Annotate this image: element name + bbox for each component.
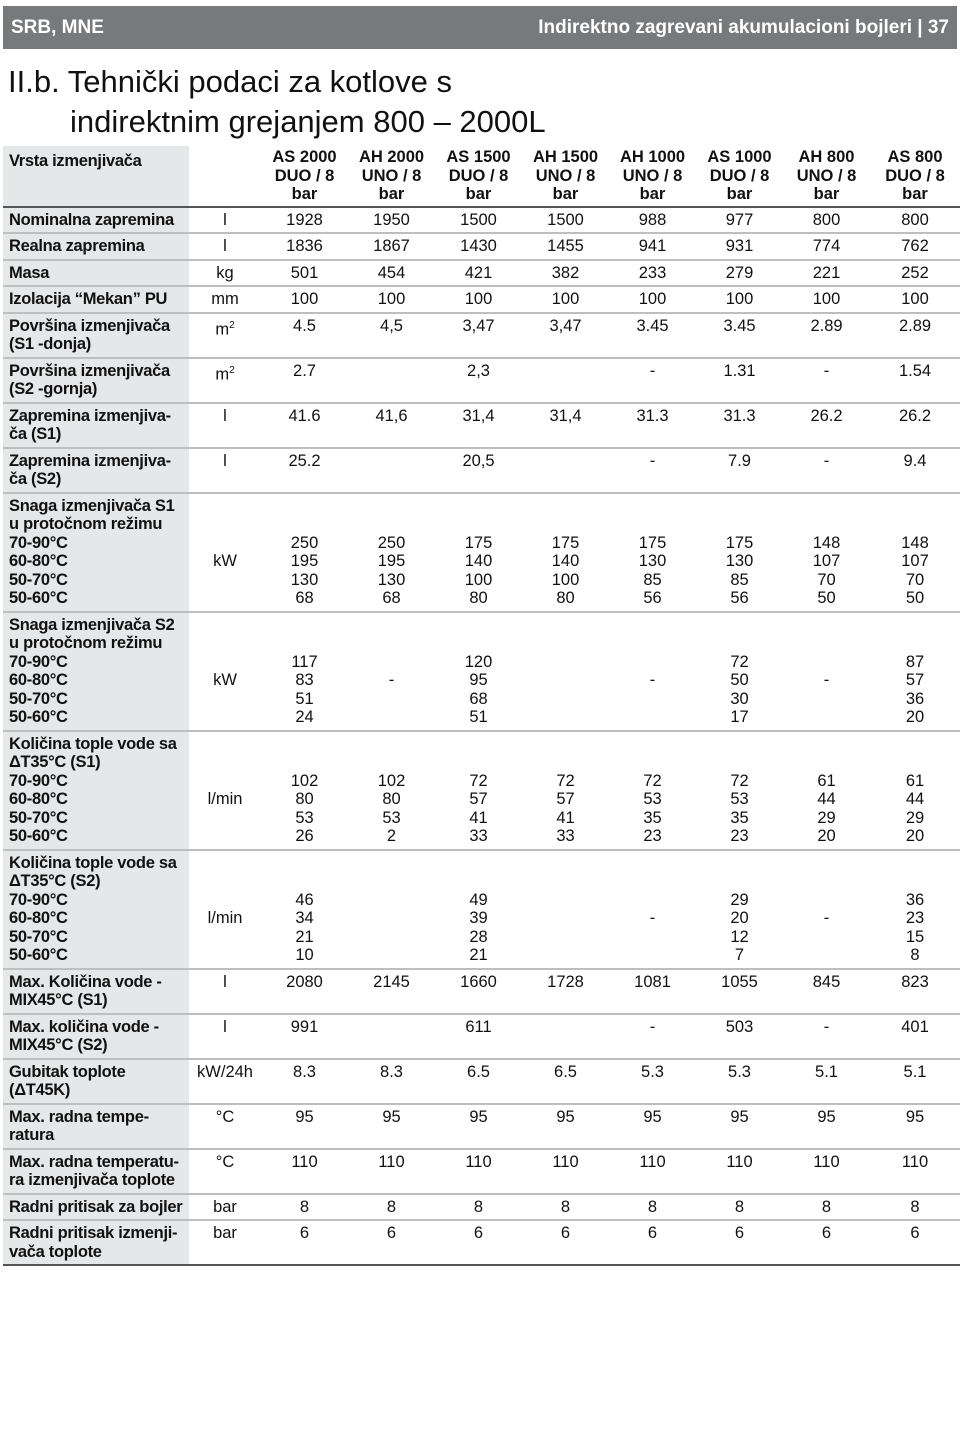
table-cell: - bbox=[823, 1017, 830, 1036]
table-cell: 110 bbox=[901, 1152, 929, 1171]
row-unit: l bbox=[223, 210, 227, 229]
table-cell: 41.6 bbox=[288, 406, 321, 425]
table-cell: 250 195 130 68 bbox=[290, 533, 319, 607]
table-cell: 20,5 bbox=[462, 451, 495, 470]
table-cell: 3,47 bbox=[549, 316, 582, 335]
table-cell: 8 bbox=[386, 1197, 397, 1216]
table-cell: - bbox=[649, 451, 656, 470]
table-cell: 454 bbox=[377, 263, 406, 282]
table-cell: - bbox=[823, 451, 830, 470]
table-cell: 31,4 bbox=[549, 406, 582, 425]
column-header: AH 1000 UNO / 8 bar bbox=[619, 148, 686, 203]
table-cell: 6.5 bbox=[554, 1062, 577, 1081]
table-cell: 6 bbox=[910, 1224, 920, 1242]
table-cell: 762 bbox=[901, 237, 929, 255]
row-unit: l/min bbox=[207, 909, 243, 927]
table-cell: 5.1 bbox=[903, 1062, 927, 1081]
row-label: Zapremina izmenjiva- ča (S1) bbox=[3, 403, 189, 448]
row-unit: l bbox=[223, 972, 227, 991]
unit-superscript: 2 bbox=[229, 319, 235, 331]
table-row bbox=[3, 260, 960, 287]
table-row bbox=[3, 1194, 960, 1221]
row-unit: °C bbox=[215, 1152, 235, 1171]
table-cell: 1660 bbox=[460, 972, 497, 991]
table-cell: 72 57 41 33 bbox=[469, 771, 488, 845]
row-unit: bar bbox=[213, 1224, 237, 1242]
table-cell: 175 130 85 56 bbox=[725, 533, 754, 607]
table-cell: 95 bbox=[469, 1107, 488, 1126]
table-cell: 611 bbox=[465, 1017, 492, 1036]
table-cell bbox=[522, 358, 609, 403]
table-cell: 8 bbox=[821, 1197, 832, 1216]
table-cell: 8.3 bbox=[293, 1062, 316, 1081]
table-cell: 100 bbox=[812, 290, 841, 308]
table-cell: 6 bbox=[473, 1224, 484, 1242]
table-cell bbox=[348, 448, 435, 493]
table-cell: 6 bbox=[647, 1224, 658, 1242]
unit-superscript: 2 bbox=[229, 364, 235, 376]
table-cell: 95 bbox=[730, 1107, 749, 1126]
table-cell: 175 140 100 80 bbox=[551, 533, 580, 607]
table-cell: 8.3 bbox=[380, 1062, 403, 1081]
table-cell: 102 80 53 2 bbox=[377, 771, 406, 845]
table-cell: - bbox=[823, 909, 830, 927]
row-label: Masa bbox=[3, 260, 189, 287]
row-unit: kg bbox=[216, 263, 234, 282]
table-cell: 95 bbox=[905, 1107, 925, 1126]
table-cell: 845 bbox=[812, 972, 841, 991]
row-label: Radni pritisak izmenji- vača toplote bbox=[3, 1220, 189, 1265]
table-cell: 2.89 bbox=[810, 316, 843, 335]
column-header: AS 1500 DUO / 8 bar bbox=[446, 148, 511, 203]
table-row bbox=[3, 1220, 960, 1265]
table-cell: 95 bbox=[643, 1107, 662, 1126]
table-cell: 1836 bbox=[286, 237, 323, 255]
table-cell bbox=[348, 1014, 435, 1059]
table-row bbox=[3, 1059, 960, 1104]
table-cell: 4,5 bbox=[380, 316, 403, 335]
table-cell: - bbox=[649, 361, 656, 380]
table-row bbox=[3, 1149, 960, 1194]
table-cell: 6 bbox=[386, 1224, 397, 1242]
table-cell: 977 bbox=[725, 210, 754, 229]
row-unit: l bbox=[223, 237, 227, 255]
table-cell: 46 34 21 10 bbox=[295, 890, 314, 964]
table-cell: 72 50 30 17 bbox=[730, 652, 749, 726]
table-cell bbox=[522, 448, 609, 493]
row-label: Radni pritisak za bojler bbox=[3, 1194, 189, 1221]
table-cell: 100 bbox=[725, 290, 754, 308]
table-cell: 31,4 bbox=[462, 406, 495, 425]
table-header-row bbox=[3, 146, 960, 207]
table-cell: 61 44 29 20 bbox=[817, 771, 836, 845]
table-cell: 1430 bbox=[460, 237, 497, 255]
row-label: Količina tople vode sa ΔT35°C (S1) 70-90°C 60-80°C 50-70°C 50-60°C bbox=[3, 731, 189, 850]
table-cell: 941 bbox=[638, 237, 667, 255]
table-cell: 233 bbox=[638, 263, 667, 282]
table-cell: 6.5 bbox=[467, 1062, 490, 1081]
row-label: Izolacija “Mekan” PU bbox=[3, 286, 189, 313]
table-cell: 991 bbox=[290, 1017, 319, 1036]
table-cell: 250 195 130 68 bbox=[377, 533, 406, 607]
table-cell: 823 bbox=[901, 972, 929, 991]
table-cell: 3.45 bbox=[636, 316, 669, 335]
table-cell: 100 bbox=[290, 290, 319, 308]
table-cell: 8 bbox=[734, 1197, 745, 1216]
table-cell: 5.3 bbox=[641, 1062, 664, 1081]
table-cell: 29 20 12 7 bbox=[730, 890, 749, 964]
table-cell: 72 57 41 33 bbox=[556, 771, 575, 845]
row-label: Gubitak toplote (ΔT45K) bbox=[3, 1059, 189, 1104]
table-cell: 61 44 29 20 bbox=[905, 771, 925, 845]
table-cell: 7.9 bbox=[728, 451, 751, 470]
table-cell: 1081 bbox=[634, 972, 671, 991]
row-label: Max. radna temperatu- ra izmenjivača toplote bbox=[3, 1149, 189, 1194]
table-row bbox=[3, 403, 960, 448]
table-cell: 175 130 85 56 bbox=[638, 533, 667, 607]
table-cell: 31.3 bbox=[636, 406, 669, 425]
table-cell: 72 53 35 23 bbox=[730, 771, 749, 845]
table-cell: 110 bbox=[291, 1152, 318, 1171]
table-row bbox=[3, 731, 960, 850]
table-cell: 100 bbox=[377, 290, 406, 308]
row-label: Površina izmenjivača (S1 -donja) bbox=[3, 313, 189, 358]
row-label: Snaga izmenjivača S2 u protočnom režimu 70-90°C 60-80°C 50-70°C 50-60°C bbox=[3, 612, 189, 731]
table-cell: 1950 bbox=[373, 210, 410, 229]
table-cell: - bbox=[823, 361, 830, 380]
table-cell: 110 bbox=[465, 1152, 492, 1171]
table-cell: 503 bbox=[725, 1017, 754, 1036]
row-unit: kW/24h bbox=[197, 1062, 253, 1081]
table-cell: 421 bbox=[464, 263, 493, 282]
table-cell: 6 bbox=[821, 1224, 832, 1242]
table-row bbox=[3, 969, 960, 1014]
table-cell bbox=[348, 850, 435, 969]
row-label: Max. radna tempe- ratura bbox=[3, 1104, 189, 1149]
table-cell: 5.3 bbox=[728, 1062, 751, 1081]
title-line-2: indirektnim grejanjem 800 – 2000L bbox=[70, 104, 546, 139]
column-header: AS 800 DUO / 8 bar bbox=[885, 148, 945, 203]
column-header: AH 2000 UNO / 8 bar bbox=[358, 148, 425, 203]
row-unit: $m^2$ bbox=[215, 364, 235, 383]
table-cell: 4.5 bbox=[293, 316, 316, 335]
table-row bbox=[3, 207, 960, 234]
table-cell: 6 bbox=[560, 1224, 571, 1242]
table-row bbox=[3, 493, 960, 612]
table-cell: - bbox=[649, 1017, 656, 1036]
table-cell: 110 bbox=[378, 1152, 405, 1171]
table-cell: 2145 bbox=[373, 972, 410, 991]
table-cell: 6 bbox=[299, 1224, 310, 1242]
table-cell: 401 bbox=[901, 1017, 929, 1036]
table-row bbox=[3, 233, 960, 260]
table-cell: 1928 bbox=[286, 210, 323, 229]
table-cell: 95 bbox=[382, 1107, 401, 1126]
page-title bbox=[8, 62, 546, 142]
table-cell: 26.2 bbox=[898, 406, 932, 425]
table-cell: 26.2 bbox=[810, 406, 843, 425]
row-unit: mm bbox=[211, 290, 239, 308]
row-unit: kW bbox=[213, 552, 237, 570]
column-header: AH 800 UNO / 8 bar bbox=[796, 148, 857, 203]
title-line-1: II.b. Tehnički podaci za kotlove s bbox=[8, 64, 453, 99]
table-cell: 988 bbox=[638, 210, 667, 229]
table-cell: 95 bbox=[817, 1107, 836, 1126]
table-cell: 100 bbox=[638, 290, 667, 308]
table-cell: 110 bbox=[813, 1152, 840, 1171]
table-cell bbox=[522, 1014, 609, 1059]
technical-data-table bbox=[3, 146, 960, 1266]
table-cell bbox=[522, 612, 609, 731]
table-cell: 8 bbox=[560, 1197, 571, 1216]
row-label: Snaga izmenjivača S1 u protočnom režimu 70-90°C 60-80°C 50-70°C 50-60°C bbox=[3, 493, 189, 612]
table-cell: 5.1 bbox=[815, 1062, 838, 1081]
table-cell: 1.54 bbox=[898, 361, 932, 380]
table-cell: - bbox=[823, 671, 830, 689]
table-cell: 72 53 35 23 bbox=[643, 771, 662, 845]
table-cell: 1500 bbox=[460, 210, 497, 229]
table-cell: - bbox=[649, 671, 656, 689]
table-cell: 2,3 bbox=[467, 361, 490, 380]
table-cell: 110 bbox=[552, 1152, 579, 1171]
table-cell: 41,6 bbox=[375, 406, 408, 425]
table-cell: 36 23 15 8 bbox=[905, 890, 925, 964]
table-cell: 221 bbox=[812, 263, 841, 282]
table-row bbox=[3, 448, 960, 493]
table-cell: 110 bbox=[726, 1152, 753, 1171]
table-cell: 100 bbox=[464, 290, 493, 308]
table-row bbox=[3, 850, 960, 969]
row-unit: °C bbox=[215, 1107, 235, 1126]
row-label: Količina tople vode sa ΔT35°C (S2) 70-90°C 60-80°C 50-70°C 50-60°C bbox=[3, 850, 189, 969]
table-cell: 774 bbox=[812, 237, 841, 255]
unit-header-cell bbox=[189, 146, 261, 207]
row-unit: kW bbox=[213, 671, 237, 689]
table-cell bbox=[348, 358, 435, 403]
header-label: Vrsta izmenjivača bbox=[3, 146, 189, 207]
table-row bbox=[3, 612, 960, 731]
table-cell: 148 107 70 50 bbox=[901, 533, 929, 607]
table-cell: 100 bbox=[551, 290, 580, 308]
table-cell: 1055 bbox=[721, 972, 758, 991]
region-label: SRB, MNE bbox=[11, 16, 104, 38]
table-row bbox=[3, 358, 960, 403]
row-label: Max. Količina vode - MIX45°C (S1) bbox=[3, 969, 189, 1014]
table-cell: 800 bbox=[812, 210, 841, 229]
row-label: Površina izmenjivača (S2 -gornja) bbox=[3, 358, 189, 403]
table-cell: 3,47 bbox=[462, 316, 495, 335]
table-cell: 1728 bbox=[547, 972, 584, 991]
table-cell: 2.89 bbox=[898, 316, 932, 335]
table-cell: - bbox=[649, 909, 656, 927]
table-cell: 2.7 bbox=[293, 361, 316, 380]
table-cell: 95 bbox=[295, 1107, 314, 1126]
row-unit: $m^2$ bbox=[215, 319, 235, 338]
table-cell: 382 bbox=[551, 263, 580, 282]
table-cell: 110 bbox=[639, 1152, 666, 1171]
table-row bbox=[3, 313, 960, 358]
row-label: Realna zapremina bbox=[3, 233, 189, 260]
table-cell: 8 bbox=[910, 1197, 920, 1216]
table-cell: 120 95 68 51 bbox=[464, 652, 493, 726]
table-cell: 175 140 100 80 bbox=[464, 533, 493, 607]
table-cell: 100 bbox=[901, 290, 929, 308]
table-cell: 252 bbox=[901, 263, 929, 282]
row-unit: l/min bbox=[207, 790, 243, 808]
table-cell: 102 80 53 26 bbox=[290, 771, 319, 845]
table-row bbox=[3, 1014, 960, 1059]
row-unit: l bbox=[223, 451, 227, 470]
row-unit: l bbox=[223, 406, 227, 425]
column-header: AS 2000 DUO / 8 bar bbox=[272, 148, 337, 203]
table-cell: 117 83 51 24 bbox=[291, 652, 318, 726]
table-cell: 49 39 28 21 bbox=[469, 890, 488, 964]
table-cell: 8 bbox=[473, 1197, 484, 1216]
table-cell bbox=[522, 850, 609, 969]
row-label: Max. količina vode - MIX45°C (S2) bbox=[3, 1014, 189, 1059]
table-cell: 1.31 bbox=[723, 361, 756, 380]
table-cell: 148 107 70 50 bbox=[812, 533, 841, 607]
section-page-label: Indirektno zagrevani akumulacioni bojleri | 37 bbox=[538, 16, 949, 38]
table-cell: 8 bbox=[299, 1197, 310, 1216]
table-cell: 800 bbox=[901, 210, 929, 229]
table-cell: 1500 bbox=[547, 210, 584, 229]
row-label: Nominalna zapremina bbox=[3, 207, 189, 234]
table-cell: 501 bbox=[290, 263, 319, 282]
table-row bbox=[3, 1104, 960, 1149]
table-row bbox=[3, 286, 960, 313]
page-header-bar bbox=[3, 6, 957, 49]
column-header: AS 1000 DUO / 8 bar bbox=[707, 148, 772, 203]
row-label: Zapremina izmenjiva- ča (S2) bbox=[3, 448, 189, 493]
row-unit: l bbox=[223, 1017, 227, 1036]
table-cell: 1867 bbox=[373, 237, 410, 255]
row-unit: bar bbox=[213, 1197, 237, 1216]
table-cell: 2080 bbox=[286, 972, 323, 991]
table-cell: 8 bbox=[647, 1197, 658, 1216]
table-cell: 31.3 bbox=[723, 406, 756, 425]
table-cell: 6 bbox=[734, 1224, 745, 1242]
table-cell: 1455 bbox=[547, 237, 584, 255]
table-cell: 931 bbox=[725, 237, 754, 255]
column-header: AH 1500 UNO / 8 bar bbox=[532, 148, 599, 203]
table-cell: - bbox=[388, 671, 395, 689]
table-cell: 279 bbox=[725, 263, 754, 282]
table-cell: 87 57 36 20 bbox=[905, 652, 925, 726]
table-cell: 25.2 bbox=[288, 451, 321, 470]
table-cell: 3.45 bbox=[723, 316, 756, 335]
table-cell: 95 bbox=[556, 1107, 575, 1126]
table-cell: 9.4 bbox=[903, 451, 927, 470]
